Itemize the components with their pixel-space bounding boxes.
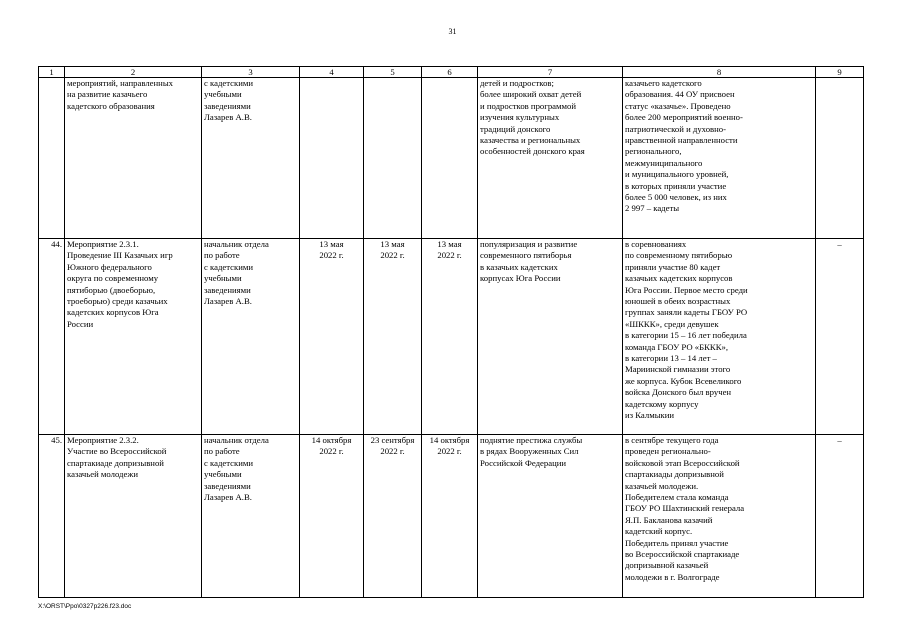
col-header-4: 4 [300, 67, 364, 78]
cell-line: Мариинской гимназии этого [625, 364, 731, 375]
planned-start-cell [300, 435, 364, 598]
cell-line: заведениями [204, 480, 251, 491]
planned-end-cell [364, 239, 422, 435]
cell-line: – [837, 435, 842, 445]
cell-line: Я.П. Бакланова казачий [625, 514, 713, 525]
cell-line: казачьей молодежи. [625, 480, 699, 491]
cell-line: мероприятий, направленных [67, 78, 174, 88]
col-header-1: 1 [39, 67, 65, 78]
cell-line: 13 мая [319, 239, 344, 249]
cell-line: Лазарев А.В. [204, 112, 252, 123]
cell-line: юношей в обеих возрастных [625, 296, 731, 307]
cell-line: казачьего кадетского [625, 78, 702, 88]
cell-line: проведен регионально- [625, 446, 711, 457]
file-path-footer: X:\ORST\Ppo\0327p226.f23.doc [38, 603, 132, 610]
expected-result-cell [478, 435, 623, 598]
cell-line: межмуниципального [625, 157, 703, 168]
expected-result-cell [478, 239, 623, 435]
cell-line: учебными [204, 89, 242, 100]
cell-line: кадетскому корпусу [625, 398, 699, 409]
cell-line: группах заняли кадеты ГБОУ РО [625, 307, 748, 318]
planned-start-cell [300, 78, 364, 239]
cell-line: Юга России. Первое место среди [625, 284, 748, 295]
report-table [38, 66, 864, 598]
cell-line: по работе [204, 446, 240, 457]
cell-line: популяризация и развитие [480, 239, 578, 249]
cell-line: троеборью) среди казачьих [67, 296, 168, 307]
cell-line: с кадетскими [204, 78, 254, 88]
actual-date-cell [422, 239, 478, 435]
note-cell [816, 78, 864, 239]
cell-line: изучения культурных [480, 112, 560, 123]
cell-line: 2022 г. [319, 250, 344, 261]
cell-line: начальник отдела [204, 239, 269, 249]
cell-line: во Всероссийской спартакиаде [625, 549, 740, 560]
cell-line: пятиборью (двоеборью, [67, 284, 156, 295]
cell-line: заведениями [204, 284, 251, 295]
cell-line: кадетских корпусов Юга [67, 307, 159, 318]
cell-line: 14 октября [429, 435, 470, 445]
cell-line: Участие во Всероссийской [67, 446, 167, 457]
cell-line: спартакиаде допризывной [67, 457, 164, 468]
cell-line: по современному пятиборью [625, 250, 733, 261]
responsible-cell [202, 239, 300, 435]
cell-line: из Калмыкии [625, 410, 675, 421]
cell-line: 2022 г. [437, 250, 462, 261]
page-number: 31 [448, 27, 457, 36]
cell-line: Победителем стала команда [625, 492, 729, 503]
cell-line: 13 мая [380, 239, 405, 249]
cell-line: же корпуса. Кубок Всевеликого [625, 375, 742, 386]
col-header-2: 2 [65, 67, 202, 78]
cell-line: в рядах Вооруженных Сил [480, 446, 579, 457]
cell-line: Российской Федерации [480, 457, 567, 468]
col-header-7: 7 [478, 67, 623, 78]
cell-line: в сентябре текущего года [625, 435, 719, 445]
cell-line: 13 мая [437, 239, 462, 249]
note-cell [816, 239, 864, 435]
cell-line: по работе [204, 250, 240, 261]
cell-line: в казачьих кадетских [480, 261, 558, 272]
cell-line: войска Донского был вручен [625, 387, 732, 398]
col-header-3: 3 [202, 67, 300, 78]
cell-line: 14 октября [311, 435, 352, 445]
cell-line: Проведение III Казачьих игр [67, 250, 173, 261]
responsible-cell [202, 78, 300, 239]
expected-result-cell [478, 78, 623, 239]
cell-line: команда ГБОУ РО «БККК», [625, 341, 729, 352]
cell-line: в категории 13 – 14 лет – [625, 353, 717, 364]
row-number-cell: 44. [39, 239, 65, 435]
cell-line: Победитель принял участие [625, 537, 729, 548]
responsible-cell [202, 435, 300, 598]
row-number-cell [39, 78, 65, 239]
cell-line: Лазарев А.В. [204, 296, 252, 307]
cell-line: заведениями [204, 100, 251, 111]
cell-line: традиций донского [480, 123, 551, 134]
cell-line: «ШККК», среди девушек [625, 318, 719, 329]
cell-line: Южного федерального [67, 261, 152, 272]
header-row [39, 67, 864, 78]
actual-result-cell [623, 239, 816, 435]
cell-line: и подростков программой [480, 100, 577, 111]
cell-line: кадетский корпус. [625, 526, 693, 537]
cell-line: особенностей донского края [480, 146, 585, 157]
cell-line: учебными [204, 469, 242, 480]
cell-line: округа по современному [67, 273, 159, 284]
cell-line: более широкий охват детей [480, 89, 582, 100]
cell-line: с кадетскими [204, 457, 254, 468]
table-row [39, 435, 864, 598]
actual-result-cell [623, 435, 816, 598]
col-header-5: 5 [364, 67, 422, 78]
cell-line: 2 997 – кадеты [625, 203, 680, 214]
planned-end-cell [364, 78, 422, 239]
planned-start-cell [300, 239, 364, 435]
event-cell [65, 78, 202, 239]
note-cell [816, 435, 864, 598]
event-cell [65, 239, 202, 435]
cell-line: молодежи в г. Волгограде [625, 571, 720, 582]
cell-line: современного пятиборья [480, 250, 572, 261]
actual-result-cell [623, 78, 816, 239]
col-header-8: 8 [623, 67, 816, 78]
cell-line: в соревнованиях [625, 239, 687, 249]
cell-line: регионального, [625, 146, 682, 157]
actual-date-cell [422, 78, 478, 239]
cell-line: – [837, 239, 842, 249]
cell-line: 2022 г. [319, 446, 344, 457]
cell-line: казачьей молодежи [67, 469, 138, 480]
cell-line: 2022 г. [380, 250, 405, 261]
actual-date-cell [422, 435, 478, 598]
table-row [39, 78, 864, 239]
cell-line: более 200 мероприятий военно- [625, 112, 743, 123]
col-header-9: 9 [816, 67, 864, 78]
cell-line: 23 сентября [370, 435, 415, 445]
cell-line: войсковой этап Всероссийской [625, 457, 740, 468]
cell-line: России [67, 318, 94, 329]
table-row [39, 239, 864, 435]
cell-line: начальник отдела [204, 435, 269, 445]
cell-line: казачества и региональных [480, 135, 581, 146]
cell-line: ГБОУ РО Шахтинский генерала [625, 503, 745, 514]
cell-line: 2022 г. [380, 446, 405, 457]
cell-line: приняли участие 80 кадет [625, 261, 721, 272]
cell-line: статус «казачье». Проведено [625, 100, 731, 111]
cell-line: спартакиады допризывной [625, 469, 724, 480]
planned-end-cell [364, 435, 422, 598]
cell-line: кадетского образования [67, 100, 155, 111]
cell-line: образования. 44 ОУ присвоен [625, 89, 735, 100]
cell-line: казачьих кадетских корпусов [625, 273, 733, 284]
event-cell [65, 435, 202, 598]
cell-line: поднятие престижа службы [480, 435, 583, 445]
cell-line: в категории 15 – 16 лет победила [625, 330, 747, 341]
cell-line: детей и подростков; [480, 78, 554, 88]
cell-line: на развитие казачьего [67, 89, 148, 100]
cell-line: Мероприятие 2.3.1. [67, 239, 139, 249]
cell-line: в которых приняли участие [625, 180, 727, 191]
col-header-6: 6 [422, 67, 478, 78]
cell-line: нравственной направленности [625, 135, 738, 146]
cell-line: Мероприятие 2.3.2. [67, 435, 139, 445]
cell-line: 2022 г. [437, 446, 462, 457]
cell-line: патриотической и духовно- [625, 123, 727, 134]
cell-line: Лазарев А.В. [204, 492, 252, 503]
cell-line: с кадетскими [204, 261, 254, 272]
row-number-cell: 45. [39, 435, 65, 598]
cell-line: допризывной казачьей [625, 560, 709, 571]
cell-line: корпусах Юга России [480, 273, 561, 284]
cell-line: и муниципального уровней, [625, 169, 729, 180]
cell-line: более 5 000 человек, из них [625, 192, 727, 203]
cell-line: учебными [204, 273, 242, 284]
